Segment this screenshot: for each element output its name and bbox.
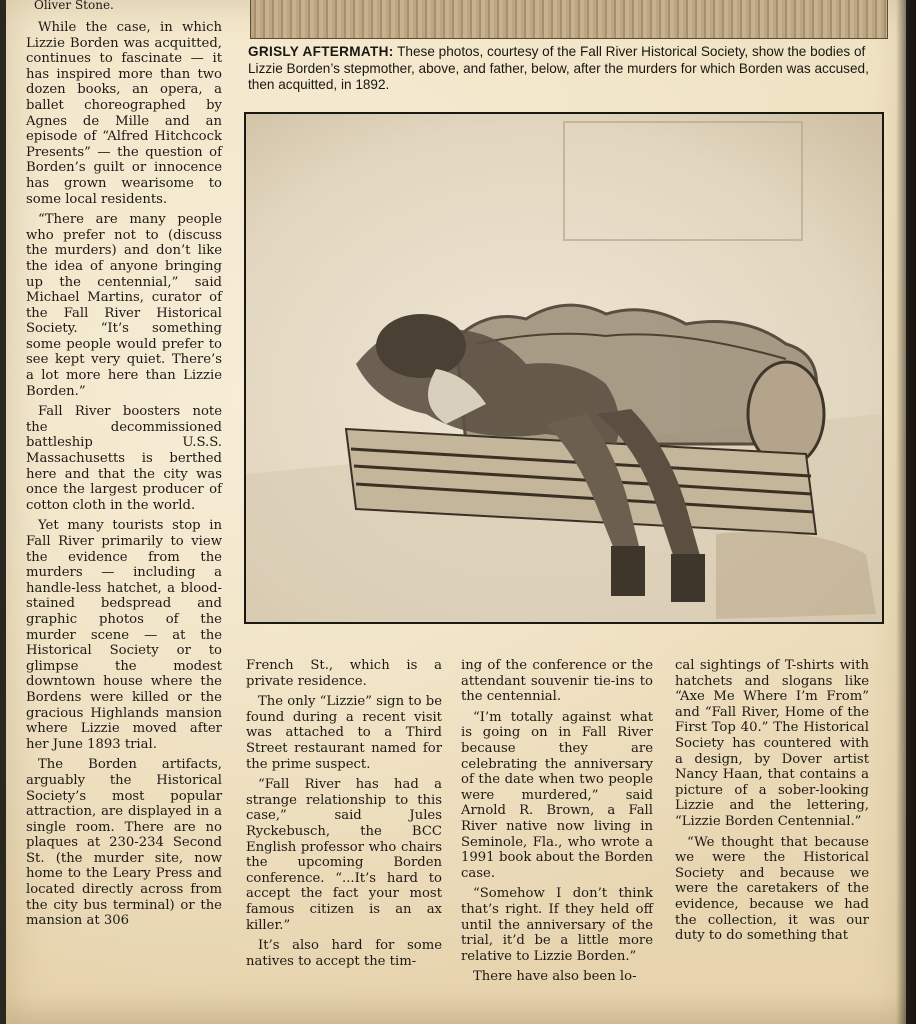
- paragraph: ing of the conference or the attendant souvenir tie-ins to the centennial.: [461, 658, 653, 705]
- paragraph: Fall River boosters note the decommissioned battleship U.S.S. Massachusetts is berthed here and that the city was once the largest producer of cotton cloth in the world.: [26, 404, 222, 513]
- crime-scene-photo: [244, 112, 884, 624]
- article-column-3: [461, 658, 653, 990]
- newspaper-clipping: [6, 0, 906, 1024]
- right-edge-shadow: [896, 0, 916, 1024]
- paragraph: The Borden artifacts, arguably the Historical Society’s most popular attraction, are displayed in a single room. There are no plaques at 230-234 Second St. (the murder site, now home to the Leary Press and located directly across from the city bus terminal) or the mansion at 306: [26, 757, 222, 929]
- paragraph: cal sightings of T-shirts with hatchets and slogans like “Axe Me Where I’m From” and “Fall River, Home of the First Top 40.” The Historical Society has countered with a design, by Dover artist Nancy Haan, that contains a picture of a sober-looking Lizzie and the lettering, “Lizzie Borden Centennial.”: [675, 658, 869, 829]
- paragraph: “Somehow I don’t think that’s right. If they held off until the anniversary of the trial, it’d be a little more relative to Lizzie Borden.”: [461, 886, 653, 964]
- paragraph: “I’m totally against what is going on in Fall River because they are celebrating the anniversary of the date when two people were murdered,” said Arnold R. Brown, a Fall River native now living in Seminole, Fla., who wrote a 1991 book about the Borden case.: [461, 709, 653, 881]
- paragraph: “Fall River has had a strange relationship to this case,” said Jules Ryckebusch, the BCC English professor who chairs the upcoming Borden conference. “...It’s hard to accept the fact your most famous citizen is an ax killer.”: [246, 777, 442, 933]
- top-fragment-text: Oliver Stone.: [34, 0, 114, 10]
- upper-photo-fragment: [250, 0, 888, 39]
- paragraph: The only “Lizzie” sign to be found during a recent visit was attached to a Third Street restaurant named for the prime suspect.: [246, 694, 442, 772]
- paragraph: “We thought that because we were the Historical Society and because we were the caretakers of the evidence, because we had the collection, it was our duty to do something that: [675, 834, 869, 944]
- article-column-1: [26, 20, 222, 934]
- caption-label: GRISLY AFTERMATH:: [248, 44, 394, 59]
- bottom-edge: [6, 994, 906, 1024]
- article-column-4: [675, 658, 869, 949]
- paragraph: “There are many people who prefer not to (discuss the murders) and don’t like the idea of anyone bringing up the centennial,” said Michael Martins, curator of the Fall River Historical Society. “It’s something some people would prefer to see kept very quiet. There’s a lot more here than Lizzie Borden.”: [26, 212, 222, 399]
- paragraph: There have also been lo-: [473, 969, 637, 985]
- sofa-scene-illustration: [246, 114, 882, 622]
- photo-caption: [248, 44, 888, 94]
- article-column-2: [246, 658, 442, 974]
- paragraph: Yet many tourists stop in Fall River primarily to view the evidence from the murders — including a handle-less hatchet, a blood-stained bedspread and graphic photos of the murder scene — at the Historical Society or to glimpse the modest downtown house where the Bordens were killed or the gracious Highlands mansion where Lizzie moved after her June 1893 trial.: [26, 518, 222, 752]
- paragraph: It’s also hard for some natives to accept the tim-: [246, 938, 442, 969]
- paragraph: While the case, in which Lizzie Borden was acquitted, continues to fascinate — it has inspired more than two dozen books, an opera, a ballet choreographed by Agnes de Mille and an episode of “Alfred Hitchcock Presents” — the question of Borden’s guilt or innocence has grown wearisome to some local residents.: [26, 20, 222, 207]
- paragraph: French St., which is a private residence.: [246, 658, 442, 689]
- caption-text: These photos, courtesy of the Fall River Historical Society, show the bodies of Lizzie Borden’s stepmother, above, and father, below, after the murders for which Borden was accused, then acquitted, in 1892.: [248, 44, 869, 92]
